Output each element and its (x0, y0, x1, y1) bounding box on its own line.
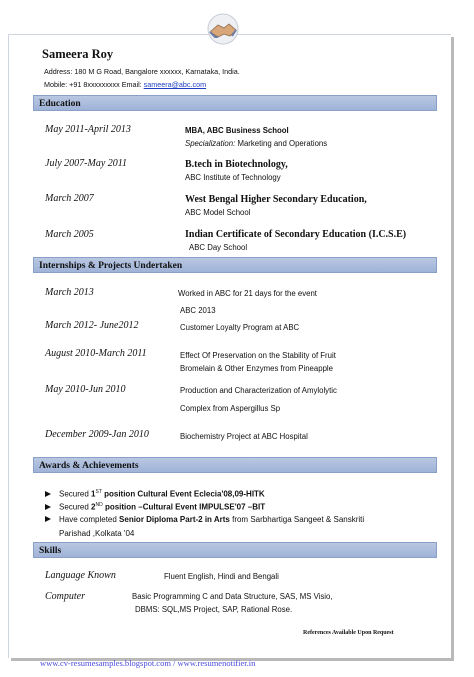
specialization-label: Specialization: (185, 139, 236, 148)
award-item: Secured 1ST position Cultural Event Eclecia'08,09-HITK (45, 489, 265, 499)
education-degree: West Bengal Higher Secondary Education, (185, 194, 367, 205)
computer-label: Computer (45, 591, 85, 602)
arrow-bullet-icon (45, 491, 51, 497)
education-detail: ABC Day School (189, 243, 248, 252)
internship-description: Worked in ABC for 21 days for the event (178, 289, 317, 298)
skills-heading: Skills (33, 542, 437, 558)
internship-date: August 2010-March 2011 (45, 348, 147, 359)
education-degree: MBA, ABC Business School (185, 126, 289, 135)
internship-date: March 2012- June2012 (45, 320, 139, 331)
internship-date: May 2010-Jun 2010 (45, 384, 126, 395)
footer-links[interactable]: www.cv-resumesamples.blogspot.com / www.resumenotifier.in (40, 658, 256, 668)
internships-heading: Internships & Projects Undertaken (33, 257, 437, 273)
handshake-icon (206, 12, 240, 46)
specialization-value: Marketing and Operations (235, 139, 328, 148)
internship-description: ABC 2013 (180, 306, 216, 315)
internship-date: December 2009-Jan 2010 (45, 429, 149, 440)
education-date: March 2005 (45, 229, 94, 240)
language-value: Fluent English, Hindi and Bengali (164, 572, 279, 581)
education-degree: Indian Certificate of Secondary Education (I.C.S.E) (185, 229, 407, 240)
education-detail: ABC Model School (185, 208, 251, 217)
contact-line (44, 80, 206, 89)
address-line: Address: 180 M G Road, Bangalore xxxxxx, Karnataka, India. (44, 67, 240, 76)
award-item-continuation: Parishad ,Kolkata '04 (59, 529, 135, 538)
internship-description: Production and Characterization of Amylolytic (180, 386, 337, 395)
education-date: March 2007 (45, 193, 94, 204)
internship-description: Effect Of Preservation on the Stability of Fruit (180, 351, 336, 360)
internship-description: Complex from Aspergillus Sp (180, 404, 281, 413)
education-detail (185, 139, 327, 148)
mobile-text: Mobile: +91 8xxxxxxxxx Email: (44, 80, 144, 89)
references-note: References Available Upon Request (303, 630, 394, 636)
candidate-name: Sameera Roy (42, 47, 114, 61)
language-label: Language Known (45, 570, 116, 581)
awards-heading: Awards & Achievements (33, 457, 437, 473)
internship-description: Bromelain & Other Enzymes from Pineapple (180, 364, 333, 373)
internship-date: March 2013 (45, 287, 94, 298)
arrow-bullet-icon (45, 504, 51, 510)
education-degree: B.tech in Biotechnology, (185, 159, 288, 170)
award-item: Have completed Senior Diploma Part-2 in Arts from Sarbhartiga Sangeet & Sanskriti (45, 515, 364, 524)
arrow-bullet-icon (45, 516, 51, 522)
education-heading: Education (33, 95, 437, 111)
internship-description: Biochemistry Project at ABC Hospital (180, 432, 308, 441)
internship-description: Customer Loyalty Program at ABC (180, 323, 300, 332)
education-date: July 2007-May 2011 (45, 158, 128, 169)
email-link[interactable]: sameera@abc.com (143, 80, 207, 89)
computer-value: Basic Programming C and Data Structure, SAS, MS Visio, (132, 592, 333, 601)
education-date: May 2011-April 2013 (45, 124, 131, 135)
computer-value: DBMS: SQL,MS Project, SAP, Rational Rose. (135, 605, 293, 614)
education-detail: ABC Institute of Technology (185, 173, 281, 182)
award-item: Secured 2ND position –Cultural Event IMPULSE'07 –BIT (45, 502, 265, 512)
